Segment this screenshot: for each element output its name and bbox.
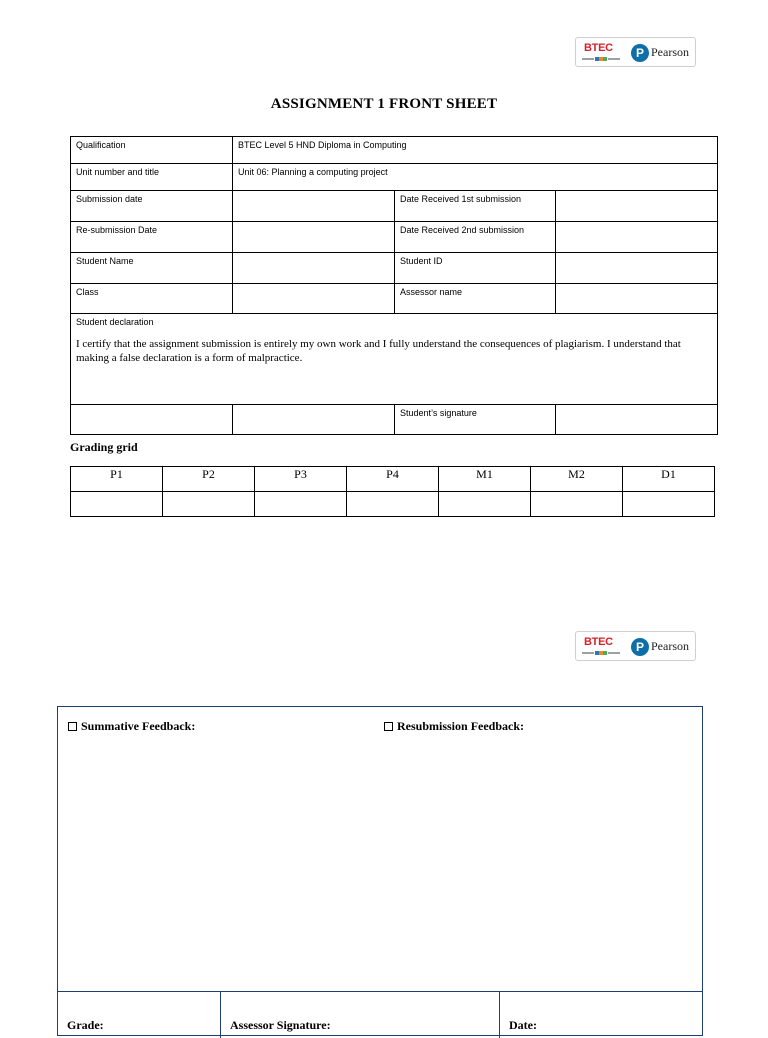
declaration-label: Student declaration xyxy=(76,317,154,327)
grade-header: M2 xyxy=(531,467,623,492)
blank-cell xyxy=(71,405,233,435)
grade-cell[interactable] xyxy=(71,492,163,517)
submission-date-field[interactable] xyxy=(233,191,395,222)
resubmission-feedback-label: Resubmission Feedback: xyxy=(397,719,525,733)
pearson-logo-text: Pearson xyxy=(651,639,689,653)
submission-date-label: Submission date xyxy=(71,191,233,222)
grade-header: P4 xyxy=(347,467,439,492)
grade-header: D1 xyxy=(623,467,715,492)
resubmission-date-label: Re-submission Date xyxy=(71,222,233,253)
btec-logo-stripe-icon xyxy=(582,651,620,655)
grading-value-row xyxy=(71,492,715,517)
pearson-logo-icon: P xyxy=(631,44,649,62)
pearson-logo-icon: P xyxy=(631,638,649,656)
resubmission-feedback-option[interactable] xyxy=(384,719,524,734)
table-row xyxy=(71,137,718,164)
grading-grid-label: Grading grid xyxy=(70,440,138,454)
date-received-2-label: Date Received 2nd submission xyxy=(395,222,556,253)
qualification-value[interactable]: BTEC Level 5 HND Diploma in Computing xyxy=(233,137,718,164)
grading-grid-table xyxy=(70,466,715,517)
assessor-name-field[interactable] xyxy=(556,284,718,314)
signature-field[interactable] xyxy=(556,405,718,435)
assessor-name-label: Assessor name xyxy=(395,284,556,314)
resubmission-date-field[interactable] xyxy=(233,222,395,253)
pearson-logo-text: Pearson xyxy=(651,45,689,59)
btec-pearson-logo xyxy=(575,631,696,661)
class-label: Class xyxy=(71,284,233,314)
student-name-field[interactable] xyxy=(233,253,395,284)
declaration-text: I certify that the assignment submission is entirely my own work and I fully understand the consequences of plagiarism. I understand that making a false declaration is a form of malpractice. xyxy=(76,338,681,364)
table-row xyxy=(71,284,718,314)
date-label: Date: xyxy=(509,1018,537,1032)
qualification-label: Qualification xyxy=(71,137,233,164)
grade-cell[interactable] xyxy=(623,492,715,517)
btec-logo-text: BTEC xyxy=(584,636,613,648)
summative-feedback-label: Summative Feedback: xyxy=(81,719,196,733)
blank-cell xyxy=(233,405,395,435)
grading-header-row xyxy=(71,467,715,492)
btec-logo-stripe-icon xyxy=(582,57,620,61)
grade-header: P2 xyxy=(163,467,255,492)
student-declaration-cell xyxy=(71,314,718,405)
unit-value[interactable]: Unit 06: Planning a computing project xyxy=(233,164,718,191)
summative-feedback-option[interactable] xyxy=(68,719,195,734)
date-received-1-label: Date Received 1st submission xyxy=(395,191,556,222)
grade-label: Grade: xyxy=(67,1018,104,1032)
class-field[interactable] xyxy=(233,284,395,314)
page-title: ASSIGNMENT 1 FRONT SHEET xyxy=(270,96,498,112)
table-row xyxy=(71,164,718,191)
summative-checkbox-icon[interactable] xyxy=(68,722,77,731)
signature-label: Student’s signature xyxy=(395,405,556,435)
unit-label: Unit number and title xyxy=(71,164,233,191)
table-row xyxy=(71,222,718,253)
grade-header: M1 xyxy=(439,467,531,492)
feedback-signoff-row xyxy=(58,991,702,1038)
grade-cell[interactable] xyxy=(347,492,439,517)
grade-cell[interactable] xyxy=(531,492,623,517)
grade-cell[interactable] xyxy=(163,492,255,517)
table-row xyxy=(71,314,718,405)
table-row xyxy=(71,405,718,435)
table-row xyxy=(71,253,718,284)
front-sheet-table xyxy=(70,136,718,435)
student-id-label: Student ID xyxy=(395,253,556,284)
feedback-box xyxy=(57,706,703,1036)
student-name-label: Student Name xyxy=(71,253,233,284)
date-received-2-field[interactable] xyxy=(556,222,718,253)
grade-cell[interactable] xyxy=(255,492,347,517)
grade-cell[interactable] xyxy=(439,492,531,517)
grade-header: P1 xyxy=(71,467,163,492)
resubmission-checkbox-icon[interactable] xyxy=(384,722,393,731)
table-row xyxy=(71,191,718,222)
btec-logo-text: BTEC xyxy=(584,42,613,54)
btec-pearson-logo xyxy=(575,37,696,67)
date-received-1-field[interactable] xyxy=(556,191,718,222)
assessor-signature-label: Assessor Signature: xyxy=(230,1018,331,1032)
grade-header: P3 xyxy=(255,467,347,492)
student-id-field[interactable] xyxy=(556,253,718,284)
